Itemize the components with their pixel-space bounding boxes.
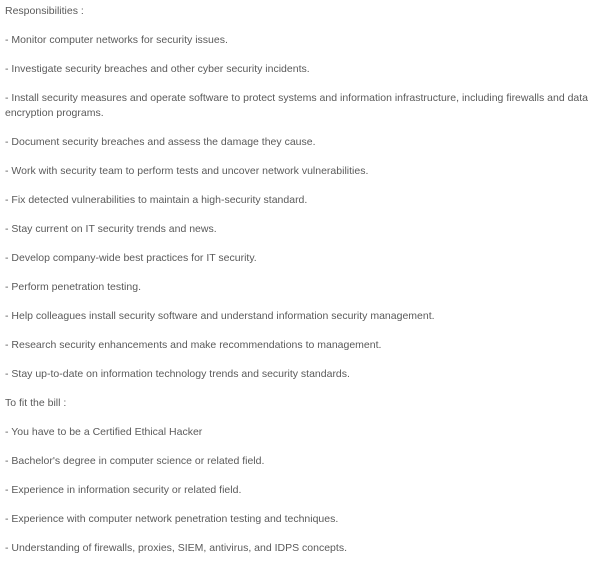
job-description-document — [5, 4, 599, 555]
requirements-heading: To fit the bill : — [5, 396, 67, 409]
responsibility-item: - Install security measures and operate software to protect systems and information infrastructure, including firewalls and data encryption programs. — [5, 92, 589, 119]
responsibility-item: - Help colleagues install security software and understand information security management. — [5, 309, 435, 322]
responsibility-item: - Stay current on IT security trends and news. — [5, 222, 217, 235]
responsibility-item: - Monitor computer networks for security issues. — [5, 34, 228, 46]
responsibility-item: - Develop company-wide best practices for IT security. — [5, 251, 257, 264]
responsibilities-list — [5, 33, 599, 381]
requirement-item: - Understanding of firewalls, proxies, SIEM, antivirus, and IDPS concepts. — [5, 541, 347, 554]
requirements-section — [5, 396, 599, 556]
responsibility-item: - Perform penetration testing. — [5, 280, 141, 293]
responsibility-item: - Document security breaches and assess the damage they cause. — [5, 135, 316, 148]
responsibility-item: - Research security enhancements and make recommendations to management. — [5, 338, 382, 351]
responsibility-item: - Stay up-to-date on information technology trends and security standards. — [5, 367, 350, 380]
responsibility-item: - Investigate security breaches and other cyber security incidents. — [5, 63, 310, 75]
requirement-item: - Experience with computer network penetration testing and techniques. — [5, 512, 339, 525]
requirement-item: - You have to be a Certified Ethical Hacker — [5, 425, 203, 438]
responsibilities-section — [5, 4, 599, 381]
responsibilities-heading: Responsibilities : — [5, 5, 84, 17]
responsibility-item: - Work with security team to perform tests and uncover network vulnerabilities. — [5, 164, 369, 177]
responsibility-item: - Fix detected vulnerabilities to maintain a high-security standard. — [5, 193, 308, 206]
requirement-item: - Experience in information security or related field. — [5, 483, 242, 496]
requirements-list — [5, 425, 599, 556]
requirement-item: - Bachelor's degree in computer science or related field. — [5, 454, 265, 467]
